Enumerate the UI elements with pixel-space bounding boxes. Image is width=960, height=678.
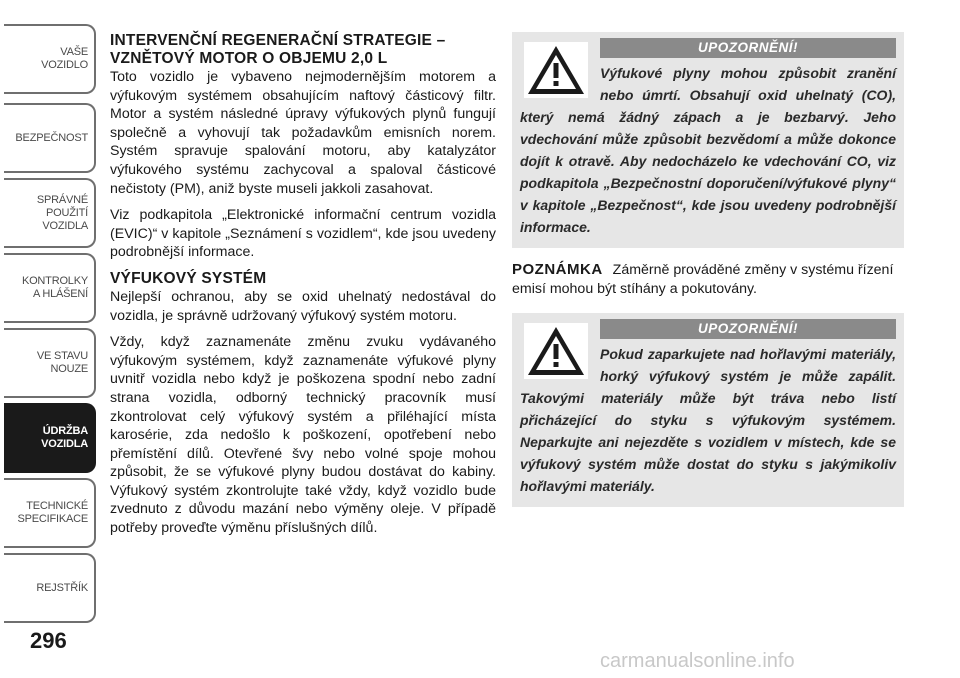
tab-spravne-pouziti[interactable] [4, 178, 96, 248]
page-number: 296 [30, 628, 67, 653]
note-label: POZNÁMKA [512, 261, 603, 278]
paragraph: Toto vozidlo je vybaveno nejmodernějším motorem a výfukovým systémem obsahujícím naftový částicový filtr. Motor a systém následné úpravy výfukových plynů fungují společně a vyhovují tak požadavkům emisních norem. Systém spravuje spalování motoru, aby katalyzátor výfukového systému zachycoval a spaloval částicové nečistoty (PM), aniž byste museli jakkoli zasahovat. [110, 69, 496, 197]
tab-label: SPRÁVNÉ POUŽITÍ VOZIDLA [36, 193, 88, 232]
paragraph: Viz podkapitola „Elektronické informační centrum vozidla (EVIC)“ v kapitole „Seznámení s vozidlem“, kde jsou uvedeny podrobnější informace. [110, 207, 496, 261]
section-heading-regeneration: INTERVENČNÍ REGENERAČNÍ STRATEGIE – VZNĚTOVÝ MOTOR O OBJEMU 2,0 L [110, 32, 446, 67]
watermark: carmanualsonline.info [600, 650, 795, 672]
warning-title: UPOZORNĚNÍ! [600, 38, 896, 58]
tab-label: KONTROLKY A HLÁŠENÍ [21, 275, 88, 300]
tab-label: VAŠE VOZIDLO [41, 46, 88, 71]
paragraph: Nejlepší ochranou, aby se oxid uhelnatý nedostával do vozidla, je správně udržovaný výfukový systém motoru. [110, 288, 496, 324]
note [512, 260, 904, 299]
tab-ve-stavu-nouze[interactable] [4, 328, 96, 398]
tab-label: BEZPEČNOST [15, 131, 88, 144]
tab-udrzba-vozidla[interactable] [4, 403, 96, 473]
tab-label: ÚDRŽBA VOZIDLA [41, 425, 88, 450]
tab-rejstrik[interactable] [4, 553, 96, 623]
warning-triangle-icon [524, 323, 588, 379]
tab-kontrolky[interactable] [4, 253, 96, 323]
warning-triangle-icon [524, 42, 588, 98]
warning-title: UPOZORNĚNÍ! [600, 319, 896, 339]
tab-vase-vozidlo[interactable] [4, 24, 96, 94]
tab-label: REJSTŘÍK [36, 581, 88, 594]
chapter-tabs [0, 0, 98, 630]
tab-technicke-specifikace[interactable] [4, 478, 96, 548]
warning-body: Výfukové plyny mohou způsobit zranění nebo úmrtí. Obsahují oxid uhelnatý (CO), který nemá žádný zápach a je bezbarvý. Jeho vdechování může způsobit bezvědomí a může dokonce dojít k otravě. Aby nedocházelo ke vdechování CO, viz podkapitola „Bezpečnostní doporučení/výfukové plyny“ v kapitole „Bezpečnost“, kde jsou uvedeny podrobnější informace. [520, 65, 896, 235]
tab-label: TECHNICKÉ SPECIFIKACE [17, 500, 88, 525]
right-column [512, 32, 904, 507]
paragraph: Vždy, když zaznamenáte změnu zvuku vydávaného výfukovým systémem, když zaznamenáte výfukové plyny uvnitř vozidla nebo když je poškozena spodní nebo zadní strana vozidla, odborný technický pracovník musí zkontrolovat celý výfukový systém a přiléhající místa karosérie, zda nedošlo k poškození, opotřebení nebo přemístění dílů. Otevřené švy nebo volné spoje mohou způsobit, že se výfukové plyny budou dostávat do kabiny. Výfukový systém zkontrolujte také vždy, když vozidlo bude zvednuto z důvodu mazání nebo výměny oleje. V případě potřeby proveďte výměnu příslušných dílů. [110, 334, 496, 537]
warning-box-exhaust [512, 32, 904, 248]
note-text: Záměrně prováděné změny v systému řízení emisí mohou být stíhány a pokutovány. [512, 262, 894, 297]
warning-body: Pokud zaparkujete nad hořlavými materiály, horký výfukový systém je může zapálit. Takovými materiály může být tráva nebo listí přicházející do styku s výfukovým systémem. Neparkujte ani nejezděte s vozidlem v místech, kde se výfukový systém může dostat do styku s jakýmikoliv hořlavými materiály. [520, 346, 896, 494]
tab-bezpecnost[interactable] [4, 103, 96, 173]
warning-box-parking [512, 313, 904, 507]
left-column [110, 32, 496, 546]
section-heading-exhaust: VÝFUKOVÝ SYSTÉM [110, 269, 267, 287]
tab-label: VE STAVU NOUZE [36, 350, 88, 375]
